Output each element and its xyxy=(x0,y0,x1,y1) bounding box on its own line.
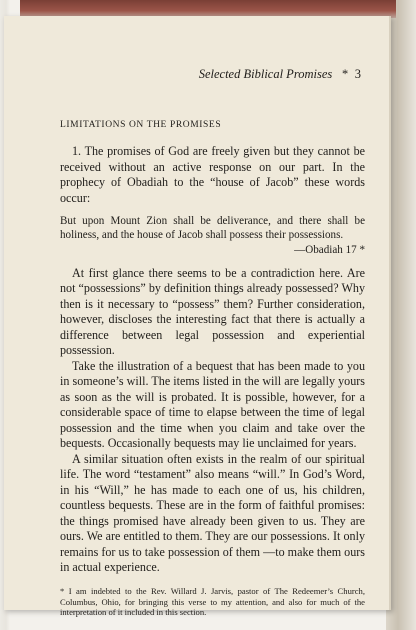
body-paragraph: Take the illustration of a bequest that has been made to you in someone’s will. The items listed in the will are legally yours as soon as the will is probated. It is possible, however, for a considerable space of time to elapse between the time of legal possession and the time when you claim and take over the bequests. Occasionally bequests may lie unclaimed for years. xyxy=(60,358,365,451)
book-page xyxy=(4,16,391,618)
page-content xyxy=(60,67,365,627)
scripture-citation: —Obadiah 17 * xyxy=(294,243,365,256)
running-header xyxy=(60,67,361,82)
running-title: Selected Biblical Promises xyxy=(198,67,333,81)
header-bullet: * xyxy=(341,67,348,81)
footnote: * I am indebted to the Rev. Willard J. Jarvis, pastor of The Redeemer’s Church, Columbus, Ohio, for bringing this verse to my attention, and also for much of the interpretation of it included in this section. xyxy=(60,585,365,618)
numbered-paragraph: 1. The promises of God are freely given but they cannot be received without an active response on our part. In the prophecy of Obadiah to the “house of Jacob” these words occur: xyxy=(60,144,365,205)
scripture-quote: But upon Mount Zion shall be deliverance, and there shall be holiness, and the house of Jacob shall possess their possessions. xyxy=(60,215,365,242)
body-paragraph: At first glance there seems to be a contradiction here. Are not “possessions” by definition things already possessed? Why then is it necessary to “possess” them? Further consideration, however, discloses the interesting fact that there is actually a difference between legal possession and experiential possession. xyxy=(60,265,365,358)
body-paragraph: A similar situation often exists in the realm of our spiritual life. The word “testament” also means “will.” In God’s Word, in his “Will,” he has made to each one of us, his children, countless bequests. These are in the form of faithful promises: the things promised have already been given to us. They are ours. We are entitled to them. They are our possessions. It only remains for us to take possession of them —to make them ours in actual experience. xyxy=(60,451,365,575)
page-number: 3 xyxy=(354,67,361,81)
section-heading: LIMITATIONS ON THE PROMISES xyxy=(60,120,222,130)
